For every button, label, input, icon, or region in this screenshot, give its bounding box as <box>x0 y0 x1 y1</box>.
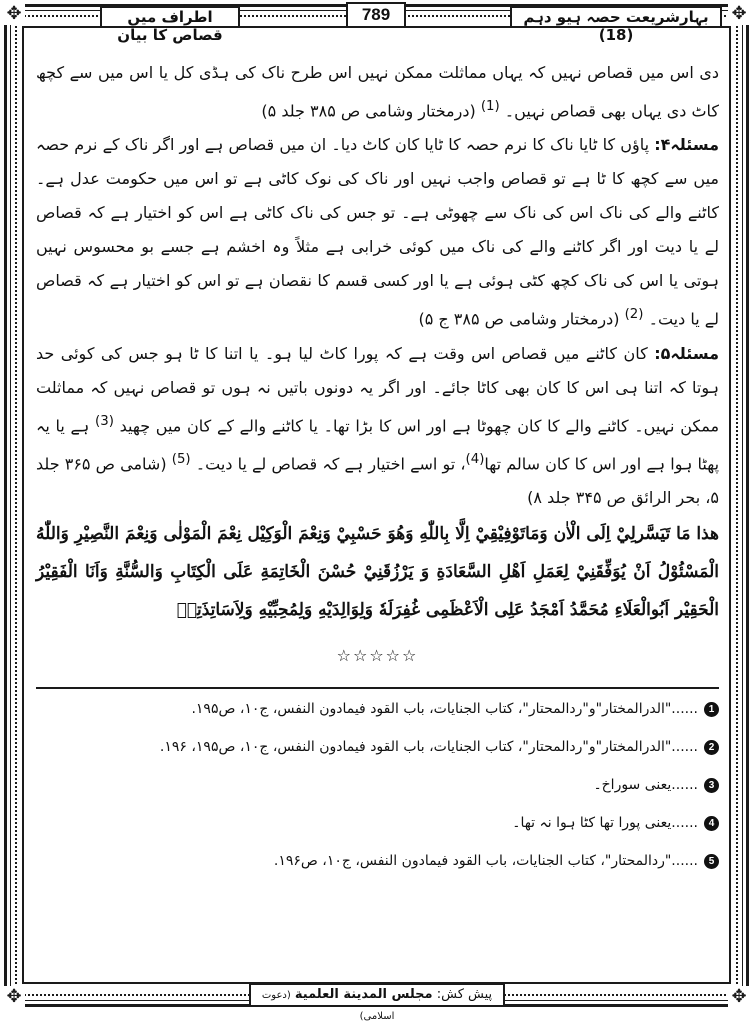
footnote-marker: (1) <box>480 99 500 114</box>
footnote-item: ......یعنی پورا تھا کٹا ہوا نہ تھا۔ 4 <box>36 813 719 833</box>
header-book-title: بہارِشریعت حصہ ہیو دہم (18) <box>510 6 722 28</box>
footnote-marker: (3) <box>95 413 114 429</box>
publisher-footer: پیش کش: مجلس المدينة العلمية (دعوت اسلامی) <box>249 983 505 1007</box>
header-chapter-title: اطراف میں قصاص کا بیان <box>100 6 240 28</box>
footnote-marker: (5) <box>171 451 191 467</box>
masala-4: مسئلہ۴: پاؤں کا ٹایا ناک کا نرم حصہ کا ٹایا کان کاٹ دیا۔ ان میں قصاص ہے اور اگر ناک کے نرم حصہ میں سے کچھ کا ٹا ہے تو قصاص واجب نہیں اور ناک کی نوک کاٹی ہے تو اس میں حکومت عدل ہے۔ کاٹنے والے کی ناک اس کی ناک سے چھوٹی ہے۔ تو جس کی ناک کاٹی ہے اس کو اختیار ہے کہ قصاص لے یا دیت اور اگر کاٹنے والے کی ناک میں کوئی خرابی ہے مثلاً وہ اخشم ہے جسے بو محسوس نہیں ہوتی یا اس کی ناک کچھ کٹی ہوئی ہے یا اور کسی قسم کا نقصان ہے تو اس کو اختیار ہے کہ قصاص لے یا دیت۔ $^{(2)}$ (درمختار وشامی ص ۳۸۵ ج ۵) <box>36 135 719 329</box>
page-number: 789 <box>346 2 406 28</box>
paragraph-intro: دی اس میں قصاص نہیں کہ یہاں مماثلت ممکن نہیں اس طرح ناک کی ہڈی کل یا اس میں سے کچھ کاٹ دی یہاں بھی قصاص نہیں۔ $^{(1)}$ (درمختار وشامی ص ۳۸۵ جلد ۵) <box>36 63 719 121</box>
footnote-number: 2 <box>704 740 719 755</box>
corner-ornament-icon: ✥ <box>3 986 25 1008</box>
footnote-item: ......"ردالمحتار"، كتاب الجنايات، باب القود فيمادون النفس، ج۱۰، ص۱۹۶. 5 <box>36 851 719 871</box>
masala-label: مسئلہ۵: <box>654 343 719 363</box>
citation: (شامی ص ۳۶۵ جلد ۵، بحر الرائق ص ۳۴۵ جلد ۸) <box>36 454 719 508</box>
masala-5: مسئلہ۵: کان کاٹنے میں قصاص اس وقت ہے کہ پورا کاٹ لیا ہو۔ یا اتنا کا ٹا ہو جس کی کوئی حد ہوتا کہ اتنا ہی اس کا کان بھی کاٹا جائے۔ اور اگر یہ دونوں باتیں نہ ہوں تو قصاص نہیں کہ مماثلت ممکن نہیں۔ کاٹنے والے کا کان چھوٹا ہے اور اس کا بڑا تھا۔ یا کاٹنے والے کے کان میں چھید $^{(3)}$ ہے یا یہ پھٹا ہوا ہے اور اس کا کان سالم تھا$^{(4)}$، تو اسے اختیار ہے کہ قصاص لے یا دیت۔ $^{(5)}$ (شامی ص ۳۶۵ جلد ۵، بحر الرائق ص ۳۴۵ جلد ۸) <box>36 343 720 508</box>
star-divider: ☆☆☆☆☆ <box>336 646 419 666</box>
footnote-number: 4 <box>704 816 719 831</box>
footnote-number: 1 <box>704 702 719 717</box>
masala-label: مسئلہ۴: <box>654 135 719 155</box>
footnote-marker: (2) <box>624 307 644 323</box>
citation: (درمختار وشامی ص ۳۸۵ ج ۵) <box>418 309 620 329</box>
citation: (درمختار وشامی ص ۳۸۵ جلد ۵) <box>261 101 476 121</box>
footnote-marker: (4) <box>465 451 485 467</box>
corner-ornament-icon: ✥ <box>728 986 750 1008</box>
corner-ornament-icon: ✥ <box>3 3 25 25</box>
footnote-item: ......"الدرالمختار"و"ردالمحتار"، كتاب الجنايات، باب القود فيمادون النفس، ج۱۰، ص۱۹۵. 1 <box>36 699 719 719</box>
footnote-number: 5 <box>704 854 719 869</box>
arabic-closing-prayer: هذا مَا تَيَسَّرلِيْ اِلَى الْاٰن وَمَاتَوْفِيْقِيْ اِلَّا بِاللّٰهِ وَهُوَ حَسْبِيْ وَنِعْمَ الْوَكِيْل نِعْمَ الْمَوْلٰى وَنِعْمَ النَّصِيْرِ وَاللّٰهُ الْمَسْئُوْلُ اَنْ يُوَفِّقَنِيْ لِعَمَلِ اَهْلِ السَّعَادَةِ وَ يَرْزُقَنِيْ حُسْنَ الْخَاتِمَةِ عَلَى الْكِتَابِ وَالسُّنَّةِ وَاَنَا الْفَقِيْرُ الْحَقِيْر اَبُوالْعَلَاءِ مُحَمَّدُ اَمْجَدُ عَلِى الْاَعْظَمِى غُفِرَلَهٗ وَلِوَالِدَيْهِ وَلِمُحِبِّيْهِ وَلِاَسَاتِذَتِهٖ <box>36 524 719 621</box>
footnote-number: 3 <box>704 778 719 793</box>
footnote-item: ......"الدرالمختار"و"ردالمحتار"، كتاب الجنايات، باب القود فيمادون النفس، ج۱۰، ص۱۹۵، ۱۹۶. 2 <box>36 737 719 757</box>
footnote-divider <box>36 687 719 689</box>
footnote-item: ......یعنی سوراخ۔ 3 <box>36 775 719 795</box>
page-content <box>36 56 719 889</box>
publisher-name: مجلس المدينة العلمية <box>294 987 433 1002</box>
corner-ornament-icon: ✥ <box>728 3 750 25</box>
